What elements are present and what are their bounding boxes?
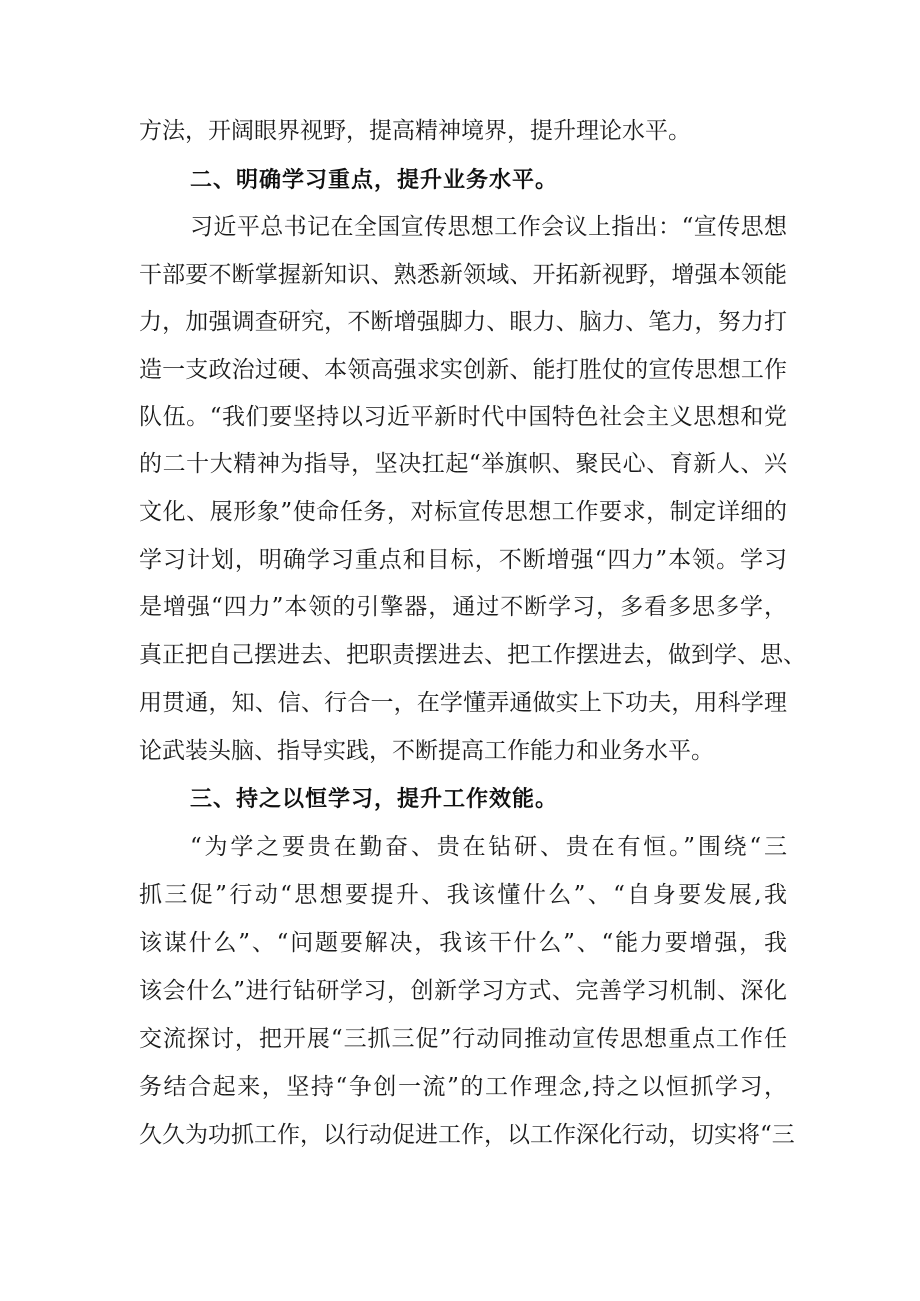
paragraph-line: 队伍。“我们要坚持以习近平新时代中国特色社会主义思想和党: [139, 404, 787, 430]
paragraph-line: 力，加强调查研究，不断增强脚力、眼力、脑力、笔力，努力打: [139, 309, 787, 335]
paragraph-line: 该谋什么”、“问题要解决，我该干什么”、“能力要增强，我: [139, 930, 787, 956]
section-heading-3: 三、持之以恒学习，提升工作效能。: [190, 787, 559, 812]
paragraph-line: 抓三促”行动“思想要提升、我该懂什么”、“自身要发展,我: [139, 882, 787, 908]
paragraph-line: 用贯通，知、信、行合一，在学懂弄通做实上下功夫，用科学理: [139, 690, 787, 716]
paragraph-line: “为学之要贵在勤奋、贵在钻研、贵在有恒。”围绕“三: [190, 834, 787, 860]
paragraph-line: 的二十大精神为指导，坚决扛起“举旗帜、聚民心、育新人、兴: [139, 451, 787, 477]
paragraph-line: 干部要不断掌握新知识、熟悉新领域、开拓新视野，增强本领能: [139, 262, 787, 288]
paragraph-line: 是增强“四力”本领的引擎器，通过不断学习，多看多思多学，: [139, 594, 787, 620]
paragraph-line: 务结合起来，坚持“争创一流”的工作理念,持之以恒抓学习，: [139, 1074, 787, 1100]
paragraph-line: 文化、展形象”使命任务，对标宣传思想工作要求，制定详细的: [139, 499, 787, 525]
paragraph-line: 习近平总书记在全国宣传思想工作会议上指出：“宣传思想: [190, 214, 787, 240]
paragraph-line: 方法，开阔眼界视野，提高精神境界，提升理论水平。: [139, 118, 691, 144]
paragraph-line: 学习计划，明确学习重点和目标，不断增强“四力”本领。学习: [139, 547, 787, 573]
section-heading-2: 二、明确学习重点，提升业务水平。: [190, 168, 559, 193]
paragraph-line: 论武装头脑、指导实践，不断提高工作能力和业务水平。: [139, 738, 714, 764]
paragraph-line: 交流探讨，把开展“三抓三促”行动同推动宣传思想重点工作任: [139, 1026, 787, 1052]
paragraph-line: 该会什么”进行钻研学习，创新学习方式、完善学习机制、深化: [139, 978, 787, 1004]
paragraph-line: 久久为功抓工作，以行动促进工作，以工作深化行动，切实将“三: [139, 1122, 795, 1148]
paragraph-line: 造一支政治过硬、本领高强求实创新、能打胜仗的宣传思想工作: [139, 357, 787, 383]
paragraph-line: 真正把自己摆进去、把职责摆进去、把工作摆进去，做到学、思、: [139, 642, 806, 668]
